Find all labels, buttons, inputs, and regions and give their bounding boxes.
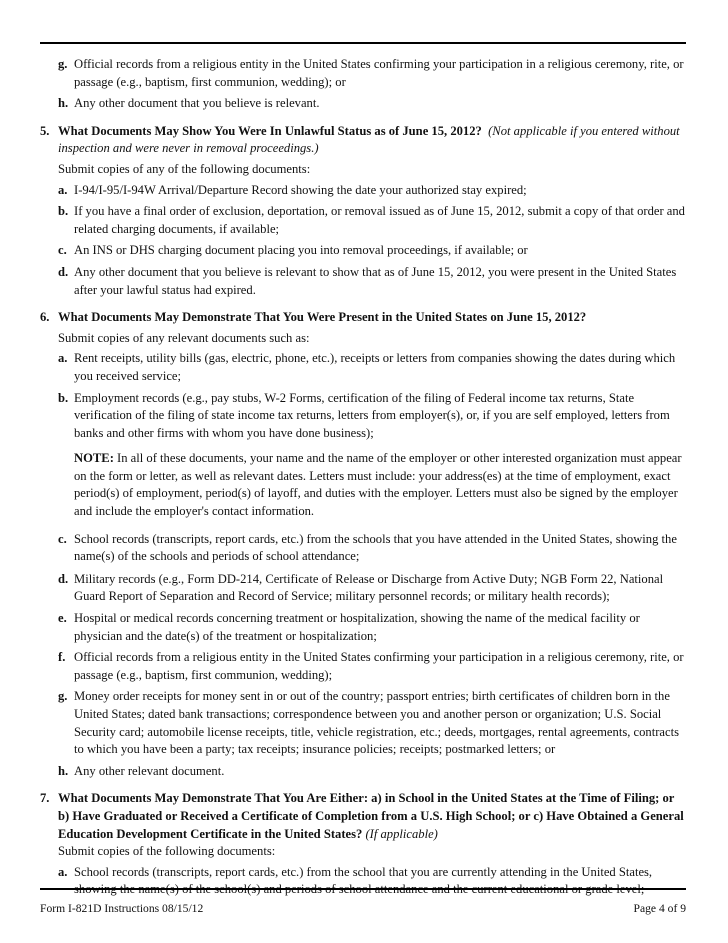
section-number: 7.	[40, 791, 50, 806]
item-text: Employment records (e.g., pay stubs, W-2 Forms, certification of the filing of Federal income tax returns, State verification of the filing of state income tax returns, letters from employer(s), or, if you are self employed, letters from banks and other firms with whom you have done business);	[74, 390, 670, 440]
item-letter: g.	[58, 689, 68, 704]
item-letter: h.	[58, 763, 69, 778]
section-title: What Documents May Demonstrate That You Were Present in the United States on June 15, 2012?	[58, 310, 587, 325]
list-item	[40, 95, 688, 113]
list-item	[40, 531, 688, 566]
item-letter: g.	[58, 57, 68, 71]
footer-page-number: Page 4 of 9	[633, 902, 686, 915]
section-number: 6.	[40, 310, 50, 325]
item-letter: c.	[58, 531, 67, 546]
footer-rule	[40, 888, 686, 890]
note-text: In all of these documents, your name and the name of the employer or other interested organization must appear on the form or letter, as well as relevant dates. Letters must include: your address(es) at the time of employment, exact period(s) of employment, period(s) of layoff, and duties with the employer. Letters must also be signed by the employer and include the employer's contact information.	[74, 451, 682, 519]
section-intro: Submit copies of any of the following documents:	[58, 161, 311, 176]
item-text: I-94/I-95/I-94W Arrival/Departure Record showing the date your authorized stay expired;	[74, 182, 527, 197]
list-item	[40, 242, 688, 260]
section-title-note: (If applicable)	[365, 826, 438, 841]
note-paragraph	[40, 450, 688, 520]
list-item	[40, 688, 688, 758]
item-text: Military records (e.g., Form DD-214, Certificate of Release or Discharge from Active Duty; NGB Form 22, National Guard Report of Separation and Record of Service; military personnel records; or military health records);	[74, 571, 664, 604]
footer-form-id: Form I-821D Instructions 08/15/12	[40, 902, 204, 915]
item-text: Money order receipts for money sent in or out of the country; passport entries; birth certificates of children born in the United States; dated bank transactions; correspondence between you and another person or organization; U.S. Social Security card; automobile license receipts, title, vehicle registration, etc.; deeds, mortgages, rental agreements, contracts to which you have been a party; tax receipts; insurance policies; receipts; postmarked letters; or	[74, 689, 679, 757]
list-item	[40, 571, 688, 606]
item-text: An INS or DHS charging document placing you into removal proceedings, if available; or	[74, 243, 528, 258]
note-label: NOTE:	[74, 451, 114, 466]
list-item	[40, 182, 688, 200]
item-text: Rent receipts, utility bills (gas, electric, phone, etc.), receipts or letters from companies showing the dates during which you received service;	[74, 351, 676, 383]
section-intro: Submit copies of the following documents:	[58, 844, 276, 859]
list-item	[40, 203, 688, 238]
item-text: Official records from a religious entity in the United States confirming your participation in a religious ceremony, rite, or passage (e.g., baptism, first communion, wedding); or	[74, 57, 684, 89]
item-letter: d.	[58, 571, 69, 586]
item-letter: a.	[58, 182, 68, 197]
list-item	[40, 56, 688, 91]
item-letter: d.	[58, 264, 69, 279]
item-letter: a.	[58, 351, 68, 366]
section-intro: Submit copies of any relevant documents such as:	[58, 330, 310, 345]
section-7	[40, 790, 688, 843]
item-text: School records (transcripts, report cards, etc.) from the school that you are currently attending in the United States,	[74, 864, 653, 879]
list-item	[40, 390, 688, 443]
item-text: Hospital or medical records concerning treatment or hospitalization, showing the name of the medical facility or physician and the date(s) of the treatment or hospitalization;	[74, 611, 640, 643]
list-item	[40, 864, 688, 899]
section-6	[40, 309, 688, 327]
item-letter: c.	[58, 243, 67, 258]
item-letter: a.	[58, 864, 68, 879]
item-text: Any other document that you believe is relevant to show that as of June 15, 2012, you were present in the United States after your lawful status had expired.	[74, 264, 677, 297]
item-letter: b.	[58, 204, 69, 219]
item-letter: h.	[58, 96, 69, 111]
document-body	[40, 56, 688, 899]
item-text: Any other relevant document.	[74, 763, 225, 778]
section-5	[40, 123, 688, 158]
header-rule	[40, 42, 686, 44]
section-title: What Documents May Show You Were In Unlawful Status as of June 15, 2012? (Not applicable if you entered without inspection and were never in removal proceedings.)	[58, 123, 680, 156]
list-item	[40, 264, 688, 299]
item-letter: f.	[58, 650, 66, 665]
item-text: School records (transcripts, report cards, etc.) from the schools that you have attended in the United States, showing the name(s) of the schools and periods of school attendance;	[74, 531, 677, 564]
item-letter: b.	[58, 390, 69, 405]
item-letter: e.	[58, 611, 67, 626]
list-item	[40, 610, 688, 645]
item-text: Official records from a religious entity in the United States confirming your participation in a religious ceremony, rite, or passage (e.g., baptism, first communion, wedding);	[74, 650, 684, 682]
list-item	[40, 649, 688, 684]
item-text: If you have a final order of exclusion, deportation, or removal issued as of June 15, 2012, submit a copy of that order and related charging documents, if available;	[74, 204, 685, 236]
list-item	[40, 350, 688, 385]
section-number: 5.	[40, 123, 50, 138]
item-text: Any other document that you believe is relevant.	[74, 96, 320, 111]
list-item	[40, 763, 688, 781]
section-title-note: (Not applicable if you entered without inspection and were never in removal proceedings.)	[58, 123, 680, 156]
section-title: What Documents May Demonstrate That You Are Either: a) in School in the United States at the Time of Filing; or b) Have Graduated or Received a Certificate of Completion from a U.S. High School; or c) Have Obtained a General Education Development Certificate in the United States? (If applicable)	[58, 791, 684, 841]
